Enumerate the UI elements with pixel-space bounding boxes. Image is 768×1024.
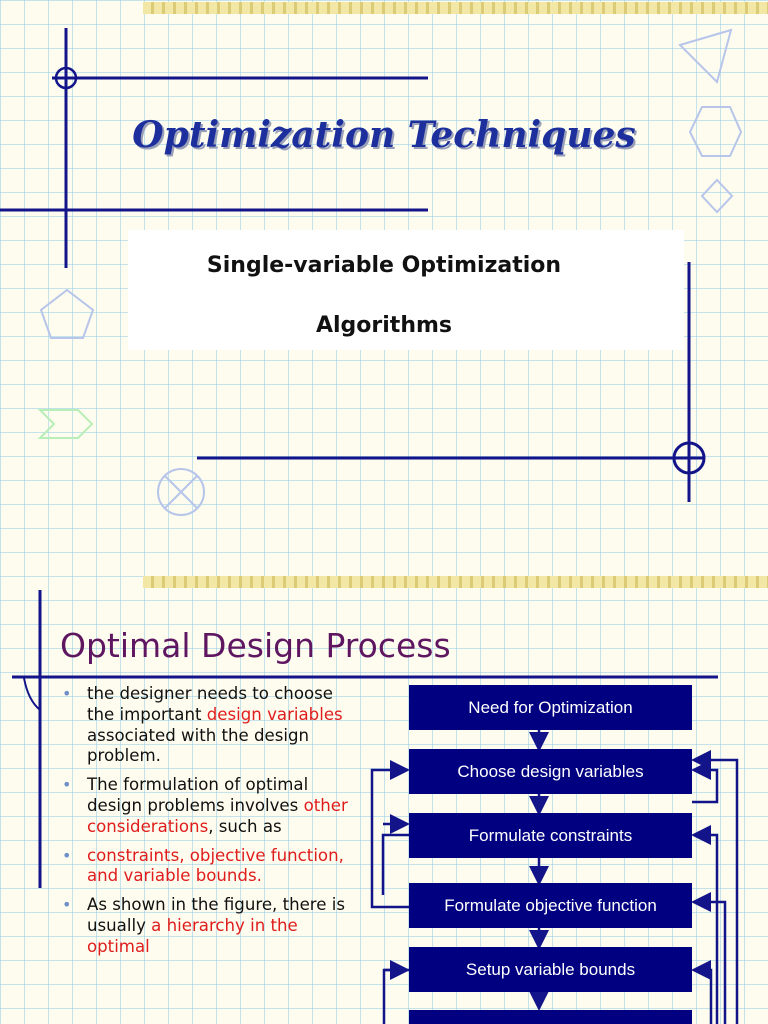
- bullet-item: • the designer needs to choose the important design variables associated with the design problem.: [62, 684, 343, 766]
- presentation-title: Optimization Techniques: [132, 114, 636, 156]
- bullet-item: • The formulation of optimal design problems involves other considerations, such as: [62, 775, 348, 836]
- slide-optimal-design-process: [0, 570, 768, 1024]
- subtitle-line-2: Algorithms: [315, 313, 453, 338]
- bullet-marker: •: [62, 775, 72, 795]
- flowchart-step: Setup variable bounds: [409, 947, 692, 992]
- flowchart-step: Need for Optimization: [409, 685, 692, 730]
- bullet-marker: •: [62, 845, 72, 865]
- bullet-marker: •: [62, 895, 72, 915]
- flowchart-step: Formulate objective function: [409, 883, 692, 928]
- flowchart-step-partial: [409, 1010, 692, 1024]
- slide-title-text: Optimal Design Process: [60, 626, 451, 665]
- flowchart-step: Choose design variables: [409, 749, 692, 794]
- subtitle-line-1: Single-variable Optimization: [206, 253, 562, 278]
- highlight-text: other considerations: [87, 795, 348, 836]
- flowchart-step: Formulate constraints: [409, 813, 692, 858]
- bullet-item: • As shown in the figure, there is usually a hierarchy in the optimal: [62, 895, 346, 956]
- highlight-text: constraints, objective function, and variable bounds.: [87, 845, 344, 886]
- highlight-text: design variables: [206, 704, 343, 724]
- highlight-text: a hierarchy in the optimal: [87, 915, 298, 956]
- bullet-marker: •: [62, 684, 72, 703]
